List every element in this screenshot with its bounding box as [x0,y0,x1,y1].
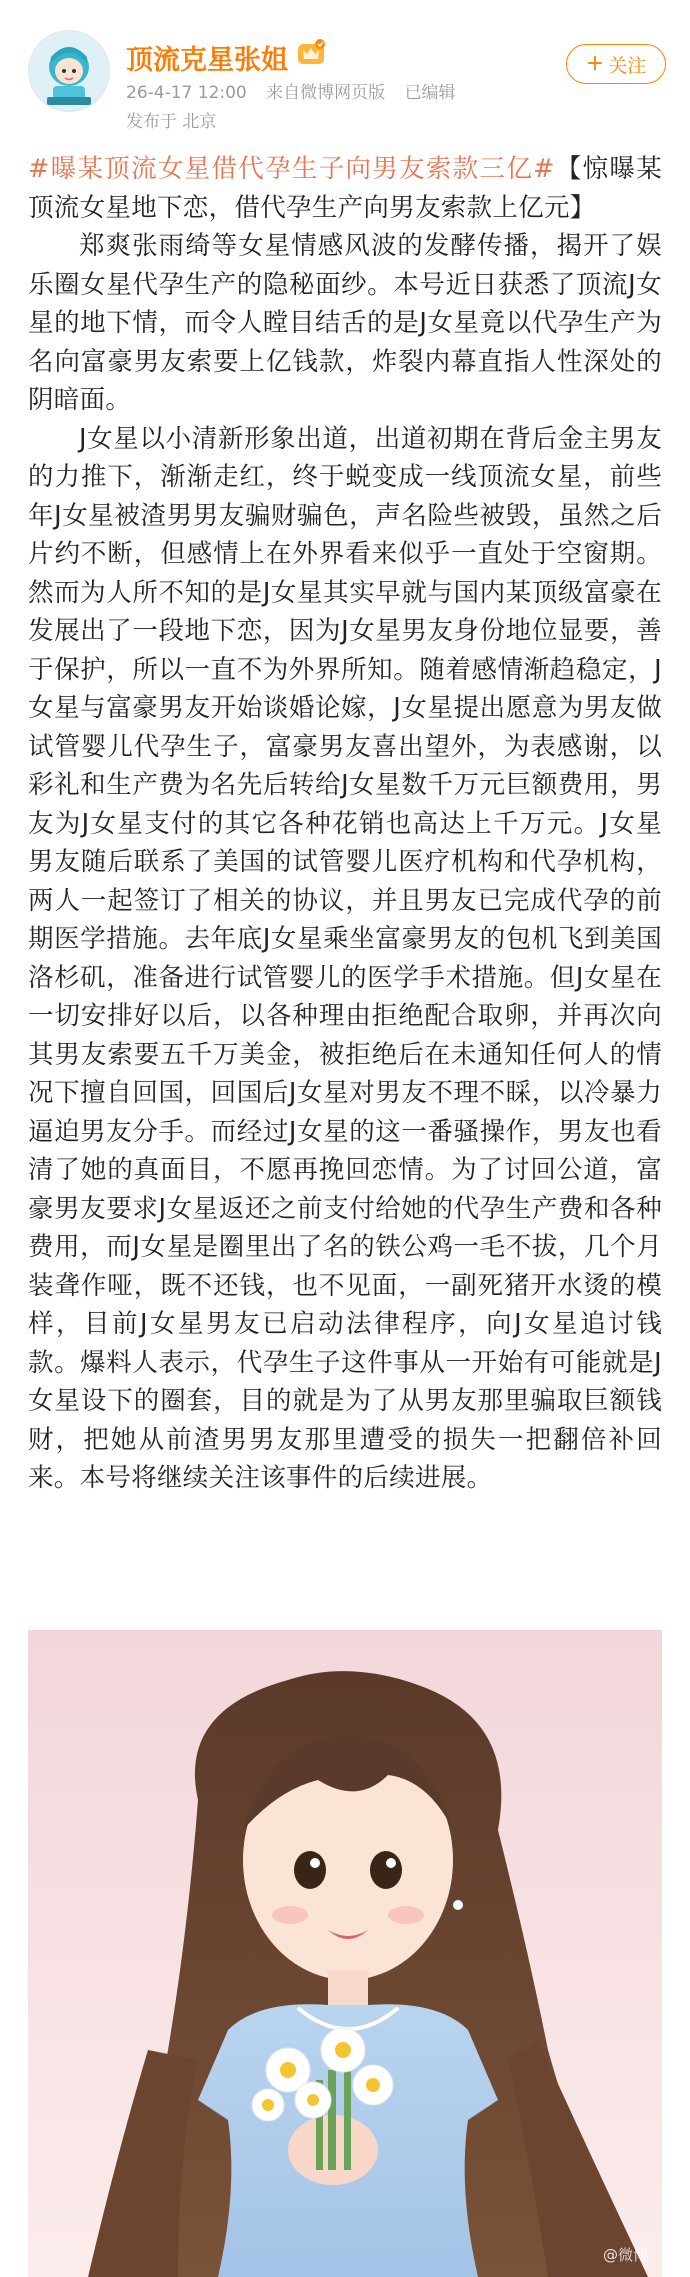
plus-icon: + [585,51,605,76]
illustration-girl-with-daisies-icon [28,1630,662,2277]
hashtag-link[interactable]: #曝某顶流女星借代孕生子向男友索款三亿# [28,154,555,184]
post-header [0,0,690,150]
avatar[interactable] [28,30,110,112]
post-location: 发布于 北京 [126,112,217,132]
paragraph-2: J女星以小清新形象出道，出道初期在背后金主男友的力推下，渐渐走红，终于蜕变成一线顶流女星，前些年J女星被渣男男友骗财骗色，声名险些被毁，虽然之后片约不断，但感情上在外界看来似乎一直处于空窗期。然而为人所不知的是J女星其实早就与国内某顶级富豪在发展出了一段地下恋，因为J女星男友身份地位显要，善于保护，所以一直不为外界所知。随着感情渐趋稳定，J女星与富豪男友开始谈婚论嫁，J女星提出愿意为男友做试管婴儿代孕生子，富豪男友喜出望外，为表感谢，以彩礼和生产费为名先后转给J女星数千万元巨额费用，男友为J女星支付的其它各种花销也高达上千万元。J女星男友随后联系了美国的试管婴儿医疗机构和代孕机构，两人一起签订了相关的协议，并且男友已完成代孕的前期医学措施。去年底J女星乘坐富豪男友的包机飞到美国洛杉矶，准备进行试管婴儿的医学手术措施。但J女星在一切安排好以后，以各种理由拒绝配合取卵，并再次向其男友索要五千万美金，被拒绝后在未通知任何人的情况下擅自回国，回国后J女星对男友不理不睬，以冷暴力逼迫男友分手。而经过J女星的这一番骚操作，男友也看清了她的真面目，不愿再挽回恋情。为了讨回公道，富豪男友要求J女星返还之前支付给她的代孕生产费和各种费用，而J女星是圈里出了名的铁公鸡一毛不拔，几个月装聋作哑，既不还钱，也不见面，一副死猪开水烫的模样，目前J女星男友已启动法律程序，向J女星追讨钱款。爆料人表示，代孕生子这件事从一开始有可能就是J女星设下的圈套，目的就是为了从男友那里骗取巨额钱财，把她从前渣男男友那里遭受的损失一把翻倍补回来。本号将继续关注该事件的后续进展。 [28,423,662,1493]
post-body [28,150,662,1498]
follow-button-label: 关注 [608,54,647,77]
post-headline [28,150,662,227]
post-edited[interactable]: 已编辑 [404,83,456,103]
follow-button[interactable] [566,44,666,84]
post-image[interactable] [28,1630,662,2277]
image-watermark: @微博 [602,2246,648,2264]
post-source: 来自微博网页版 [266,83,386,103]
headline-text: 【惊曝某顶流女星地下恋，借代孕生产向男友索款上亿元】 [28,154,663,223]
paragraph-1: 郑爽张雨绮等女星情感风波的发酵传播，揭开了娱乐圈女星代孕生产的隐秘面纱。本号近日获悉了顶流J女星的地下情，而令人瞠目结舌的是J女星竟以代孕生产为名向富豪男友索要上亿钱款，炸裂内幕直指人性深处的阴暗面。 [28,231,662,415]
avatar-illustration-icon [29,31,109,111]
post-time: 26-4-17 12:00 [126,83,247,103]
post-meta [126,78,470,103]
vip-crown-badge-icon[interactable] [296,36,328,68]
author-name[interactable]: 顶流克星张姐 [126,45,288,76]
